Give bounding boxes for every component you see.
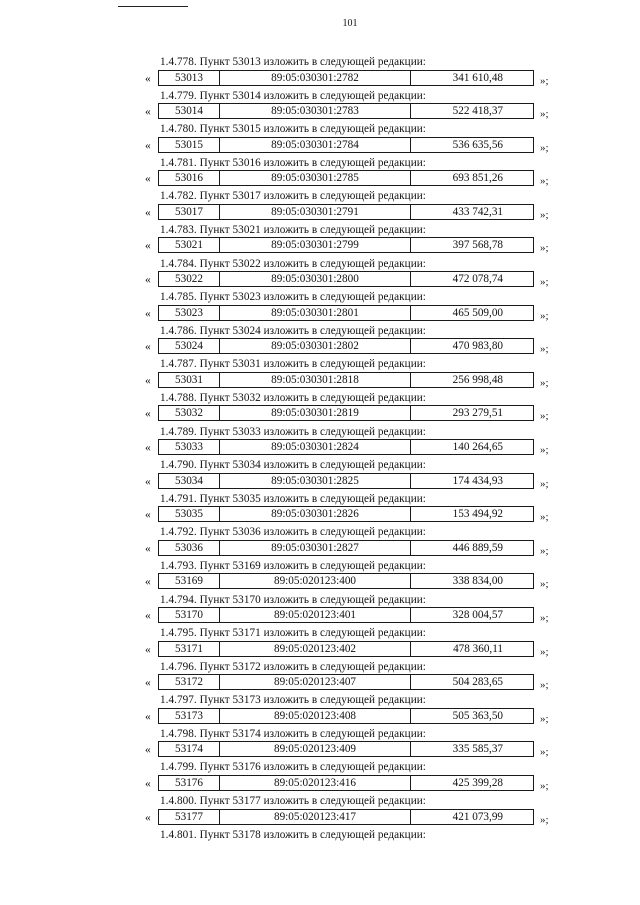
table-row <box>0 405 640 423</box>
value-cell: 478 360,11 <box>453 642 503 655</box>
item-number-cell: 53032 <box>159 406 220 420</box>
amendment-entry <box>0 828 640 862</box>
paragraph-heading: 1.4.786. Пункт 53024 изложить в следующей редакции: <box>160 324 426 337</box>
table-row <box>0 338 640 356</box>
open-quote: « <box>145 643 151 656</box>
item-number-cell: 53031 <box>159 373 220 387</box>
close-quote: »; <box>540 141 549 154</box>
value-cell: 522 418,37 <box>452 105 503 118</box>
paragraph-heading: 1.4.791. Пункт 53035 изложить в следующей редакции: <box>160 492 426 505</box>
open-quote: « <box>145 811 151 824</box>
close-quote: »; <box>540 309 549 322</box>
close-quote: »; <box>540 544 549 557</box>
value-cell: 472 078,74 <box>452 273 503 286</box>
amendment-entry <box>0 525 640 559</box>
cadastral-number-cell: 89:05:030301:2800 <box>220 272 411 286</box>
item-number-cell: 53169 <box>159 574 220 588</box>
cadastral-number-cell: 89:05:020123:400 <box>220 574 411 588</box>
open-quote: « <box>145 509 151 522</box>
record-table <box>158 405 534 421</box>
table-row <box>0 540 640 558</box>
paragraph-heading: 1.4.788. Пункт 53032 изложить в следующей редакции: <box>160 391 426 404</box>
table-row <box>0 237 640 255</box>
cadastral-number-cell: 89:05:030301:2782 <box>220 71 411 85</box>
value-cell: 470 983,80 <box>452 340 503 353</box>
open-quote: « <box>145 576 151 589</box>
paragraph-heading: 1.4.780. Пункт 53015 изложить в следующей редакции: <box>160 123 426 136</box>
table-row <box>0 775 640 793</box>
table-row <box>0 607 640 625</box>
value-cell: 425 399,28 <box>452 776 503 789</box>
open-quote: « <box>145 139 151 152</box>
open-quote: « <box>145 408 151 421</box>
value-cell: 693 851,26 <box>452 172 503 185</box>
value-cell: 397 568,78 <box>452 239 503 252</box>
amendment-entry <box>0 727 640 761</box>
close-quote: »; <box>540 477 549 490</box>
item-number-cell: 53022 <box>159 272 220 286</box>
close-quote: »; <box>540 712 549 725</box>
cadastral-number-cell: 89:05:030301:2791 <box>220 205 411 219</box>
value-cell: 153 494,92 <box>452 508 503 521</box>
value-cell: 446 889,59 <box>452 541 503 554</box>
table-row <box>0 204 640 222</box>
record-table <box>158 809 534 825</box>
record-table <box>158 338 534 354</box>
amendment-entry <box>0 760 640 794</box>
paragraph-heading: 1.4.796. Пункт 53172 изложить в следующей редакции: <box>160 660 426 673</box>
amendment-entry <box>0 458 640 492</box>
table-row <box>0 170 640 188</box>
table-row <box>0 708 640 726</box>
record-table <box>158 506 534 522</box>
open-quote: « <box>145 744 151 757</box>
item-number-cell: 53174 <box>159 742 220 756</box>
open-quote: « <box>145 374 151 387</box>
paragraph-heading: 1.4.799. Пункт 53176 изложить в следующей редакции: <box>160 761 426 774</box>
table-row <box>0 103 640 121</box>
paragraph-heading: 1.4.797. Пункт 53173 изложить в следующей редакции: <box>160 694 426 707</box>
record-table <box>158 271 534 287</box>
paragraph-heading: 1.4.794. Пункт 53170 изложить в следующей редакции: <box>160 593 426 606</box>
paragraph-heading: 1.4.795. Пункт 53171 изложить в следующей редакции: <box>160 627 426 640</box>
item-number-cell: 53015 <box>159 138 220 152</box>
cadastral-number-cell: 89:05:030301:2824 <box>220 440 411 454</box>
close-quote: »; <box>540 410 549 423</box>
item-number-cell: 53173 <box>159 709 220 723</box>
close-quote: »; <box>540 578 549 591</box>
item-number-cell: 53021 <box>159 238 220 252</box>
item-number-cell: 53013 <box>159 71 220 85</box>
amendment-entry <box>0 660 640 694</box>
value-cell: 433 742,31 <box>452 205 503 218</box>
close-quote: »; <box>540 511 549 524</box>
open-quote: « <box>145 173 151 186</box>
record-table <box>158 741 534 757</box>
cadastral-number-cell: 89:05:020123:408 <box>220 709 411 723</box>
open-quote: « <box>145 274 151 287</box>
open-quote: « <box>145 341 151 354</box>
table-row <box>0 641 640 659</box>
value-cell: 256 998,48 <box>452 373 503 386</box>
record-table <box>158 372 534 388</box>
cadastral-number-cell: 89:05:020123:407 <box>220 675 411 689</box>
cadastral-number-cell: 89:05:020123:417 <box>220 810 411 824</box>
table-row <box>0 271 640 289</box>
amendment-entry <box>0 156 640 190</box>
close-quote: »; <box>540 679 549 692</box>
record-table <box>158 137 534 153</box>
amendment-entry <box>0 55 640 89</box>
close-quote: »; <box>540 74 549 87</box>
open-quote: « <box>145 777 151 790</box>
close-quote: »; <box>540 208 549 221</box>
open-quote: « <box>145 240 151 253</box>
paragraph-heading: 1.4.800. Пункт 53177 изложить в следующей редакции: <box>160 795 426 808</box>
table-row <box>0 372 640 390</box>
paragraph-heading: 1.4.793. Пункт 53169 изложить в следующей редакции: <box>160 559 426 572</box>
open-quote: « <box>145 710 151 723</box>
amendment-entry <box>0 189 640 223</box>
close-quote: »; <box>540 813 549 826</box>
record-table <box>158 674 534 690</box>
cadastral-number-cell: 89:05:030301:2826 <box>220 507 411 521</box>
cadastral-number-cell: 89:05:030301:2785 <box>220 171 411 185</box>
item-number-cell: 53172 <box>159 675 220 689</box>
value-cell: 505 363,50 <box>452 709 503 722</box>
close-quote: »; <box>540 746 549 759</box>
record-table <box>158 237 534 253</box>
close-quote: »; <box>540 276 549 289</box>
paragraph-heading: 1.4.785. Пункт 53023 изложить в следующей редакции: <box>160 291 426 304</box>
open-quote: « <box>145 206 151 219</box>
paragraph-heading: 1.4.798. Пункт 53174 изложить в следующей редакции: <box>160 727 426 740</box>
value-cell: 421 073,99 <box>452 810 503 823</box>
cadastral-number-cell: 89:05:030301:2799 <box>220 238 411 252</box>
close-quote: »; <box>540 343 549 356</box>
amendment-entry <box>0 89 640 123</box>
amendment-entry <box>0 122 640 156</box>
cadastral-number-cell: 89:05:020123:416 <box>220 776 411 790</box>
value-cell: 335 585,37 <box>452 743 503 756</box>
close-quote: »; <box>540 175 549 188</box>
item-number-cell: 53170 <box>159 608 220 622</box>
item-number-cell: 53035 <box>159 507 220 521</box>
paragraph-heading: 1.4.792. Пункт 53036 изложить в следующей редакции: <box>160 526 426 539</box>
cadastral-number-cell: 89:05:020123:401 <box>220 608 411 622</box>
amendment-entry <box>0 593 640 627</box>
item-number-cell: 53034 <box>159 474 220 488</box>
amendment-entry <box>0 290 640 324</box>
value-cell: 341 610,48 <box>452 71 503 84</box>
value-cell: 338 834,00 <box>452 575 503 588</box>
close-quote: »; <box>540 612 549 624</box>
record-table <box>158 708 534 724</box>
value-cell: 328 004,57 <box>452 609 503 621</box>
close-quote: »; <box>540 444 549 457</box>
paragraph-heading: 1.4.784. Пункт 53022 изложить в следующей редакции: <box>160 257 426 270</box>
paragraph-heading: 1.4.778. Пункт 53013 изложить в следующей редакции: <box>160 56 426 68</box>
item-number-cell: 53033 <box>159 440 220 454</box>
record-table <box>158 775 534 791</box>
record-table <box>158 204 534 220</box>
top-rule <box>118 6 188 7</box>
open-quote: « <box>145 72 151 85</box>
table-row <box>0 809 640 827</box>
item-number-cell: 53036 <box>159 541 220 555</box>
paragraph-heading: 1.4.787. Пункт 53031 изложить в следующей редакции: <box>160 358 426 371</box>
table-row <box>0 573 640 591</box>
cadastral-number-cell: 89:05:030301:2825 <box>220 474 411 488</box>
amendment-entry <box>0 626 640 660</box>
value-cell: 536 635,56 <box>452 138 503 151</box>
document-body <box>0 55 640 861</box>
open-quote: « <box>145 677 151 690</box>
open-quote: « <box>145 442 151 455</box>
cadastral-number-cell: 89:05:030301:2801 <box>220 306 411 320</box>
open-quote: « <box>145 307 151 320</box>
amendment-entry <box>0 223 640 257</box>
value-cell: 293 279,51 <box>452 407 503 420</box>
value-cell: 504 283,65 <box>452 676 503 689</box>
value-cell: 140 264,65 <box>452 441 503 454</box>
table-row <box>0 137 640 155</box>
close-quote: »; <box>540 108 549 121</box>
page-number: 101 <box>342 18 358 29</box>
amendment-entry <box>0 693 640 727</box>
paragraph-heading: 1.4.781. Пункт 53016 изложить в следующей редакции: <box>160 156 426 169</box>
table-row <box>0 439 640 457</box>
close-quote: »; <box>540 242 549 255</box>
close-quote: »; <box>540 645 549 658</box>
amendment-entry <box>0 257 640 291</box>
record-table <box>158 540 534 556</box>
table-row <box>0 70 640 88</box>
item-number-cell: 53016 <box>159 171 220 185</box>
table-row <box>0 741 640 759</box>
cadastral-number-cell: 89:05:030301:2783 <box>220 104 411 118</box>
open-quote: « <box>145 610 151 622</box>
item-number-cell: 53024 <box>159 339 220 353</box>
item-number-cell: 53171 <box>159 642 220 656</box>
paragraph-heading: 1.4.783. Пункт 53021 изложить в следующей редакции: <box>160 223 426 236</box>
record-table <box>158 473 534 489</box>
amendment-entry <box>0 425 640 459</box>
paragraph-heading: 1.4.790. Пункт 53034 изложить в следующей редакции: <box>160 459 426 472</box>
paragraph-heading: 1.4.779. Пункт 53014 изложить в следующей редакции: <box>160 89 426 102</box>
cadastral-number-cell: 89:05:030301:2819 <box>220 406 411 420</box>
cadastral-number-cell: 89:05:030301:2802 <box>220 339 411 353</box>
amendment-entry <box>0 391 640 425</box>
item-number-cell: 53176 <box>159 776 220 790</box>
amendment-entry <box>0 324 640 358</box>
record-table <box>158 305 534 321</box>
item-number-cell: 53023 <box>159 306 220 320</box>
table-row <box>0 506 640 524</box>
record-table <box>158 641 534 657</box>
paragraph-heading: 1.4.801. Пункт 53178 изложить в следующей редакции: <box>160 828 426 841</box>
value-cell: 174 434,93 <box>452 474 503 487</box>
paragraph-heading: 1.4.782. Пункт 53017 изложить в следующей редакции: <box>160 190 426 203</box>
amendment-entry <box>0 559 640 593</box>
item-number-cell: 53177 <box>159 810 220 824</box>
cadastral-number-cell: 89:05:030301:2784 <box>220 138 411 152</box>
record-table <box>158 439 534 455</box>
amendment-entry <box>0 492 640 526</box>
cadastral-number-cell: 89:05:030301:2818 <box>220 373 411 387</box>
item-number-cell: 53017 <box>159 205 220 219</box>
cadastral-number-cell: 89:05:020123:409 <box>220 742 411 756</box>
close-quote: »; <box>540 779 549 792</box>
record-table <box>158 170 534 186</box>
open-quote: « <box>145 106 151 119</box>
cadastral-number-cell: 89:05:030301:2827 <box>220 541 411 555</box>
paragraph-heading: 1.4.789. Пункт 53033 изложить в следующей редакции: <box>160 425 426 438</box>
table-row <box>0 473 640 491</box>
cadastral-number-cell: 89:05:020123:402 <box>220 642 411 656</box>
amendment-entry <box>0 794 640 828</box>
value-cell: 465 509,00 <box>452 306 503 319</box>
close-quote: »; <box>540 376 549 389</box>
record-table <box>158 103 534 119</box>
record-table <box>158 573 534 589</box>
record-table <box>158 607 534 623</box>
open-quote: « <box>145 542 151 555</box>
table-row <box>0 305 640 323</box>
open-quote: « <box>145 475 151 488</box>
record-table <box>158 70 534 86</box>
item-number-cell: 53014 <box>159 104 220 118</box>
amendment-entry <box>0 357 640 391</box>
table-row <box>0 674 640 692</box>
